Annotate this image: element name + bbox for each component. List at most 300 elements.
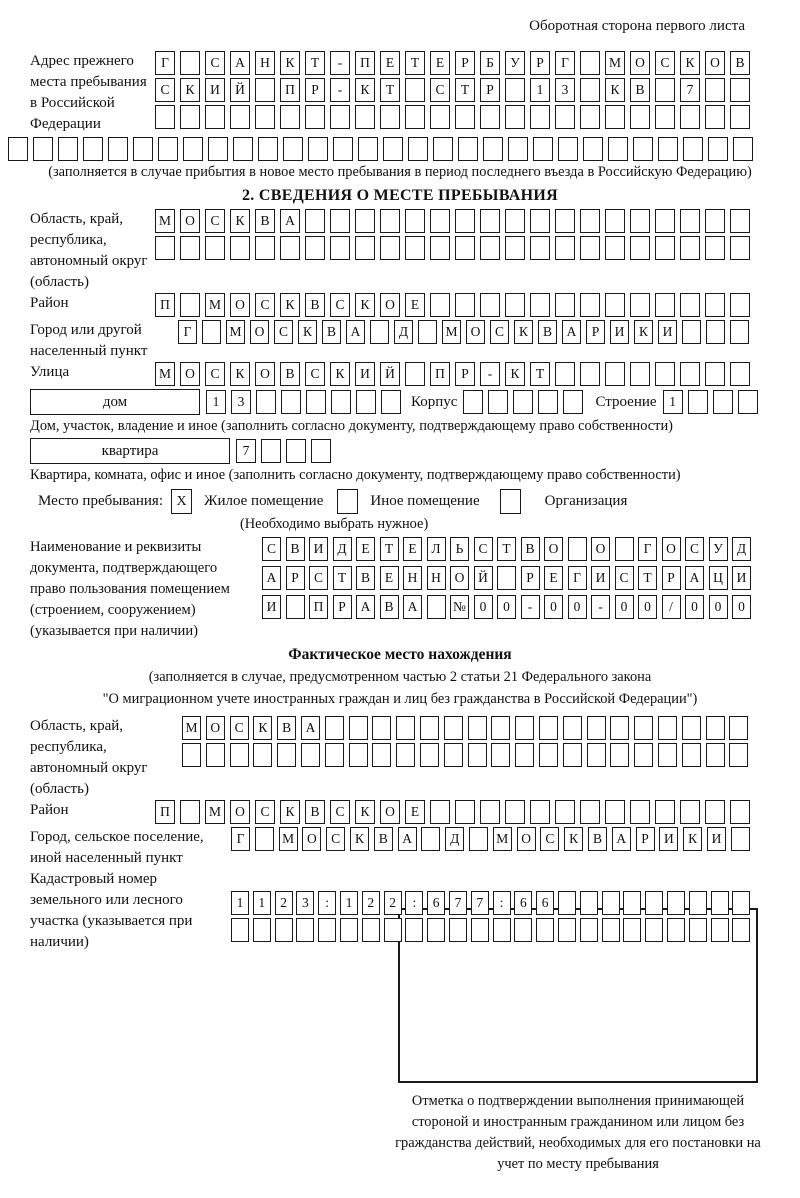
char-cell [306,390,326,414]
char-cell [680,362,700,386]
char-grid-row [155,105,750,129]
char-cell: 0 [685,595,704,619]
char-cell: В [322,320,341,344]
korpus-label: Корпус [411,393,458,410]
char-cell: А [685,566,704,590]
char-cell [83,137,103,161]
char-cell [455,209,475,233]
char-cell [305,105,325,129]
char-cell [705,293,725,317]
char-cell: Р [455,51,475,75]
char-cell: К [280,51,300,75]
kvartira-note: Квартира, комната, офис и иное (заполнить согласно документу, подтверждающему право собственности) [30,467,681,483]
char-cell [530,293,550,317]
char-cell: К [683,827,702,851]
prev-address-extra-row [8,137,800,161]
char-cell [493,918,511,942]
char-cell: С [655,51,675,75]
mesto-checkbox-inoe [337,489,358,514]
char-cell: А [262,566,281,590]
oblast-grids [155,209,750,263]
char-cell: К [505,362,525,386]
char-cell [610,743,629,767]
char-cell [705,236,725,260]
kvartira-wide-box: квартира [30,438,230,464]
char-cell [180,51,200,75]
char-cell: С [615,566,634,590]
char-cell [255,78,275,102]
char-cell [286,595,305,619]
stroenie-label: Строение [595,393,657,410]
char-cell [370,320,389,344]
char-cell [555,236,575,260]
dom-row [0,389,800,415]
char-cell [630,236,650,260]
char-cell [580,105,600,129]
char-cell [605,209,625,233]
char-cell: Т [405,51,425,75]
char-cell [349,716,368,740]
char-cell [630,105,650,129]
char-grid-row [178,320,749,344]
char-cell [558,891,576,915]
char-cell [405,918,423,942]
char-cell [530,209,550,233]
char-cell: О [450,566,469,590]
fact-raion-row [0,800,800,824]
char-cell: В [305,293,325,317]
char-cell [729,716,748,740]
char-cell: С [540,827,559,851]
char-cell: О [180,209,200,233]
char-cell: 1 [253,891,271,915]
char-cell [730,236,750,260]
char-cell: Т [455,78,475,102]
char-cell [682,743,701,767]
char-cell [205,236,225,260]
korpus-grid [463,390,583,414]
char-cell [8,137,28,161]
char-cell: Г [638,537,657,561]
char-cell [530,236,550,260]
char-cell: : [318,891,336,915]
char-cell: К [355,293,375,317]
char-cell: О [206,716,225,740]
char-cell: П [155,293,175,317]
char-cell: О [230,800,250,824]
char-cell: А [562,320,581,344]
char-cell [655,293,675,317]
char-cell: Д [445,827,464,851]
char-cell: Г [231,827,250,851]
char-cell [515,743,534,767]
char-cell [615,537,634,561]
char-cell [563,390,583,414]
char-cell: Е [403,537,422,561]
char-cell: С [205,51,225,75]
char-cell [538,390,558,414]
char-cell [655,362,675,386]
char-cell [255,105,275,129]
char-cell [605,105,625,129]
doc-block [0,537,800,642]
char-cell: М [205,800,225,824]
char-cell [580,891,598,915]
char-cell [655,78,675,102]
char-cell: А [398,827,417,851]
char-grid-row [155,800,750,824]
char-cell [349,743,368,767]
char-cell [608,137,628,161]
char-cell [330,105,350,129]
char-cell [449,918,467,942]
fact-gorod-row [0,827,800,869]
char-cell: / [662,595,681,619]
char-cell [738,390,758,414]
char-cell [311,439,331,463]
char-cell [667,918,685,942]
char-cell: 7 [449,891,467,915]
char-cell: У [505,51,525,75]
char-cell: - [521,595,540,619]
char-cell [555,362,575,386]
mesto-note: (Необходимо выбрать нужное) [240,516,429,532]
char-cell [713,390,733,414]
char-cell: С [205,209,225,233]
char-cell: О [302,827,321,851]
char-cell: Ц [709,566,728,590]
char-grid-row [155,78,750,102]
char-cell [667,891,685,915]
char-cell: А [280,209,300,233]
ulitsa-label: Улица [30,364,70,380]
char-cell: В [286,537,305,561]
char-cell [705,209,725,233]
char-cell [731,827,750,851]
char-cell [530,800,550,824]
char-cell: В [280,362,300,386]
char-cell [533,137,553,161]
char-cell [430,800,450,824]
char-cell [384,918,402,942]
char-cell: Т [638,566,657,590]
char-cell: 2 [362,891,380,915]
fact-note-line1: (заполняется в случае, предусмотренном частью 2 статьи 21 Федерального закона [148,669,652,685]
char-cell: Н [427,566,446,590]
dom-wide-box: дом [30,389,200,415]
char-cell [555,209,575,233]
char-cell: К [355,78,375,102]
char-cell: И [707,827,726,851]
char-cell: В [356,566,375,590]
char-cell [602,918,620,942]
char-cell [483,137,503,161]
char-cell: И [732,566,751,590]
char-cell: : [493,891,511,915]
char-grid-row [231,827,750,851]
char-cell [444,716,463,740]
char-cell: - [591,595,610,619]
char-cell [605,800,625,824]
char-grid-row [155,51,750,75]
char-cell: В [380,595,399,619]
char-cell [602,891,620,915]
char-cell: М [155,362,175,386]
char-cell [630,800,650,824]
char-cell: 0 [638,595,657,619]
char-cell: Р [305,78,325,102]
char-cell: 0 [732,595,751,619]
char-cell [405,209,425,233]
char-cell [380,236,400,260]
char-cell [471,918,489,942]
char-cell [480,236,500,260]
char-cell: К [350,827,369,851]
char-cell: М [155,209,175,233]
char-cell: Т [333,566,352,590]
char-cell [372,716,391,740]
char-cell [580,918,598,942]
char-cell [514,918,532,942]
prev-address-note: (заполняется в случае прибытия в новое место пребывания в период последнего въезда в Российскую Федерацию) [48,164,752,180]
char-cell [610,716,629,740]
char-cell [421,827,440,851]
char-cell: К [253,716,272,740]
char-cell: К [564,827,583,851]
char-cell [530,105,550,129]
char-cell: И [205,78,225,102]
char-cell [180,236,200,260]
char-cell [730,320,749,344]
oblast-label: Область, край, республика, автономный округ (область) [30,211,148,290]
char-cell [455,293,475,317]
char-cell: М [226,320,245,344]
char-cell [420,716,439,740]
char-cell [333,137,353,161]
fact-note-line2: "О миграционном учете иностранных граждан и лиц без гражданства в Российской Федерации") [102,691,698,707]
char-cell [491,716,510,740]
char-cell [355,236,375,260]
char-cell: С [205,362,225,386]
char-cell: Д [394,320,413,344]
char-cell [505,800,525,824]
char-cell: В [730,51,750,75]
char-cell [730,105,750,129]
gorod-label: Город или другой населенный пункт [30,322,148,359]
char-cell: Т [380,537,399,561]
char-cell: С [305,362,325,386]
char-cell [202,320,221,344]
char-cell: В [588,827,607,851]
char-cell: У [709,537,728,561]
char-cell [205,105,225,129]
gorod-row [0,320,800,362]
mesto-checkbox-org [500,489,521,514]
char-cell: 6 [536,891,554,915]
char-cell [381,390,401,414]
char-cell [308,137,328,161]
char-cell: Д [333,537,352,561]
char-cell [230,105,250,129]
char-cell: О [591,537,610,561]
char-cell [405,362,425,386]
char-cell [730,78,750,102]
char-cell [711,891,729,915]
char-cell [331,390,351,414]
char-cell [491,743,510,767]
char-cell [430,293,450,317]
char-cell: И [355,362,375,386]
char-cell: Й [380,362,400,386]
char-cell: Т [380,78,400,102]
char-cell [630,209,650,233]
char-cell: Н [403,566,422,590]
char-cell [253,918,271,942]
char-cell [286,439,306,463]
char-cell [513,390,533,414]
char-cell [58,137,78,161]
char-cell: В [305,800,325,824]
char-cell [515,716,534,740]
char-cell [355,105,375,129]
char-cell: О [230,293,250,317]
char-cell: К [680,51,700,75]
mesto-option-inoe: Иное помещение [370,493,480,509]
char-cell [536,918,554,942]
char-cell [430,209,450,233]
char-cell: П [155,800,175,824]
char-cell [155,105,175,129]
char-cell: О [544,537,563,561]
char-cell [605,293,625,317]
char-cell [580,78,600,102]
char-cell [505,293,525,317]
char-cell [358,137,378,161]
char-grid-row [155,362,750,386]
char-cell: В [374,827,393,851]
char-cell [405,105,425,129]
char-cell: 0 [709,595,728,619]
char-cell [680,209,700,233]
char-cell: С [274,320,293,344]
char-cell: 0 [544,595,563,619]
char-cell: Г [555,51,575,75]
char-cell: Г [178,320,197,344]
char-cell: О [380,800,400,824]
char-cell [253,743,272,767]
char-grid-row [182,743,748,767]
char-cell [325,716,344,740]
char-cell: А [230,51,250,75]
char-cell [555,105,575,129]
char-cell [255,236,275,260]
char-cell: Б [480,51,500,75]
char-cell [580,51,600,75]
char-cell: А [356,595,375,619]
char-cell: № [450,595,469,619]
char-cell: Г [155,51,175,75]
char-cell [408,137,428,161]
char-cell [488,390,508,414]
char-cell: О [180,362,200,386]
fact-note [0,666,800,710]
fact-title: Фактическое место нахождения [288,646,512,663]
dom-note: Дом, участок, владение и иное (заполнить согласно документу, подтверждающему право собственности) [30,418,673,434]
char-cell [680,800,700,824]
char-cell [558,137,578,161]
char-cell [706,716,725,740]
char-cell: С [326,827,345,851]
char-cell: Е [405,800,425,824]
char-cell: Р [480,78,500,102]
char-cell [708,137,728,161]
char-cell [283,137,303,161]
char-cell [183,137,203,161]
char-cell [480,105,500,129]
char-cell: С [230,716,249,740]
char-cell: К [230,209,250,233]
char-cell [655,105,675,129]
char-cell [444,743,463,767]
char-cell: П [309,595,328,619]
char-cell: Е [405,293,425,317]
char-cell [405,236,425,260]
char-cell [158,137,178,161]
mesto-option-zhiloe: Жилое помещение [204,493,324,509]
char-cell: Е [380,51,400,75]
char-cell [418,320,437,344]
char-cell [580,800,600,824]
char-cell: - [480,362,500,386]
char-cell: М [205,293,225,317]
char-cell: М [493,827,512,851]
char-cell: Е [544,566,563,590]
char-cell [580,209,600,233]
char-cell [563,716,582,740]
char-cell [682,320,701,344]
char-cell [180,800,200,824]
char-cell [261,439,281,463]
char-cell: 6 [514,891,532,915]
mesto-label: Место пребывания: [38,493,163,509]
char-cell: А [301,716,320,740]
char-cell: 3 [555,78,575,102]
char-cell: 1 [340,891,358,915]
char-cell: А [346,320,365,344]
char-cell [430,105,450,129]
char-cell [396,716,415,740]
char-cell: 0 [615,595,634,619]
char-cell [682,716,701,740]
char-cell [206,743,225,767]
char-cell: С [474,537,493,561]
char-cell [732,918,750,942]
char-cell: - [330,51,350,75]
char-cell [325,743,344,767]
char-cell: К [330,362,350,386]
char-cell [480,293,500,317]
char-cell [680,105,700,129]
char-cell [587,743,606,767]
char-grid-row [262,537,751,561]
char-cell [33,137,53,161]
char-cell: П [355,51,375,75]
char-cell: И [659,827,678,851]
char-cell: К [180,78,200,102]
char-cell [623,918,641,942]
char-cell: Е [430,51,450,75]
char-cell: О [380,293,400,317]
